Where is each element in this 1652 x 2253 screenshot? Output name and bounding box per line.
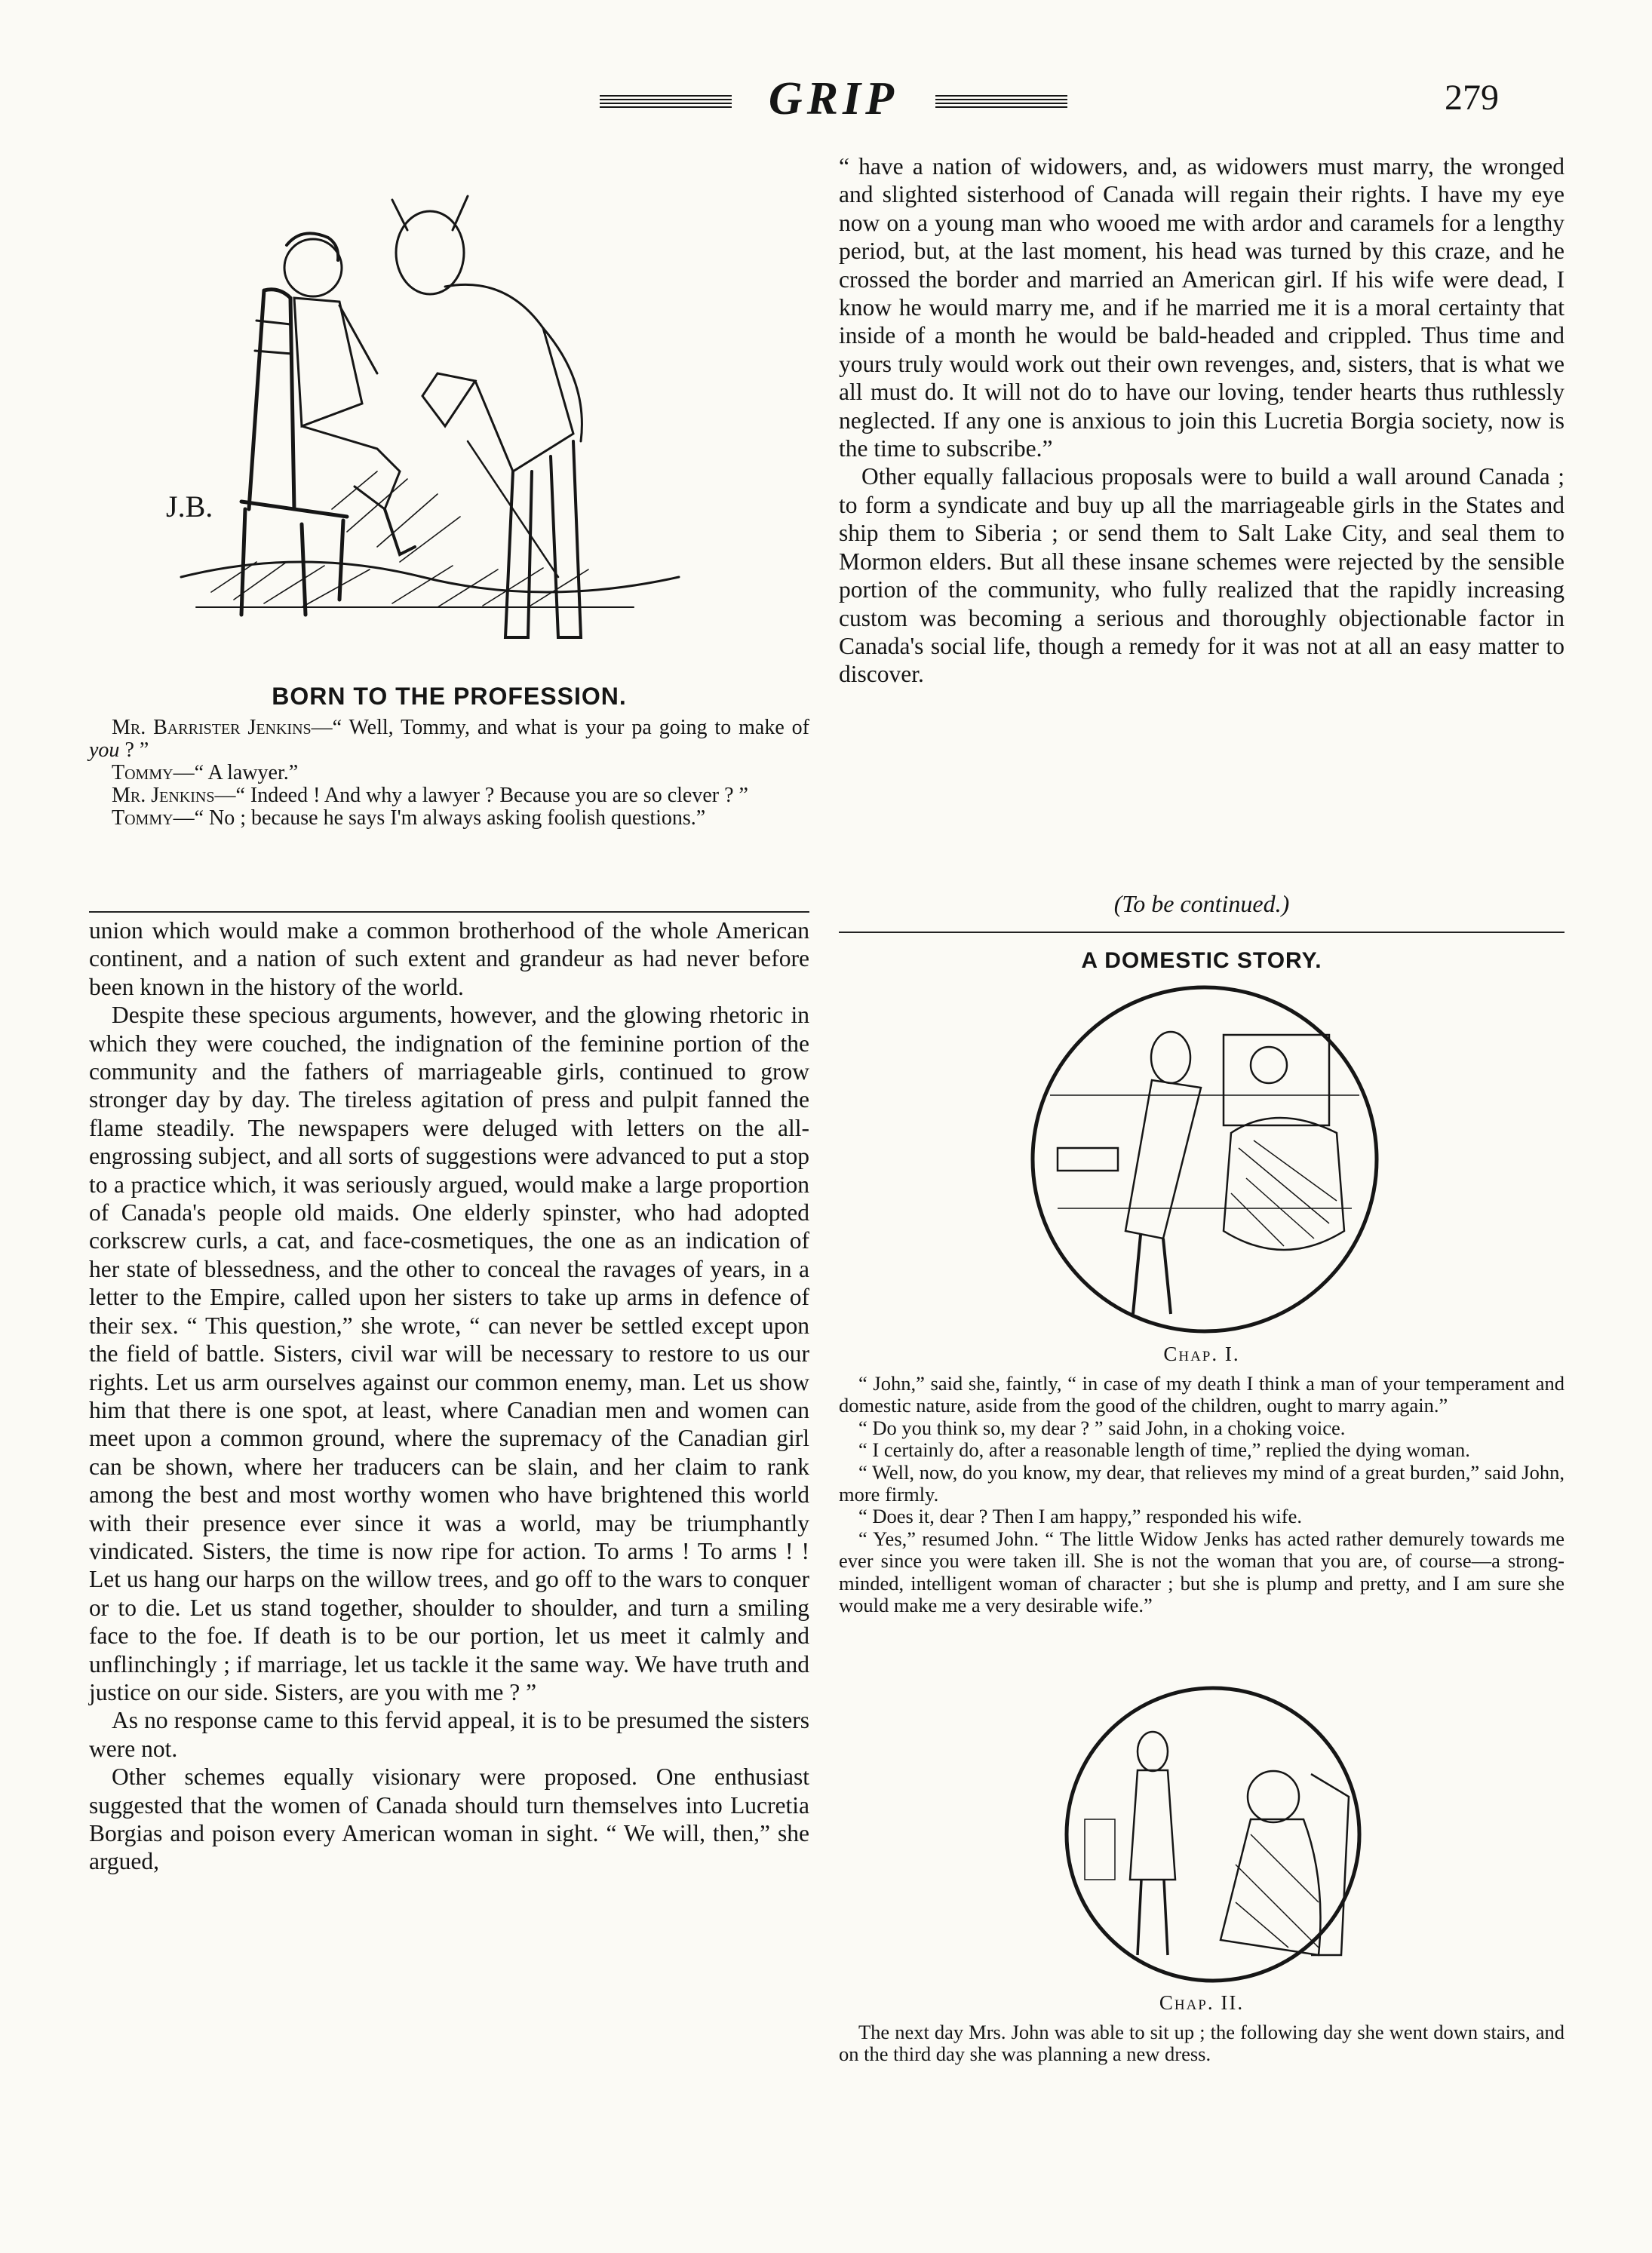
chapter-one-label: Chap. I. <box>1163 1343 1240 1365</box>
chapter-one-illustration <box>1027 982 1382 1337</box>
masthead <box>0 72 1652 125</box>
body-paragraph: Despite these specious arguments, however, and the glowing rhetoric in which they were couched, the indignation of the feminine portion of the community and the fathers of marriageable girls, continued to grow stronger day by day. The tireless agitation of press and pulpit fanned the flame steadily. The newspapers were deluged with letters on the all-engrossing subject, and all sorts of suggestions were advanced to put a stop to a practice which, it was seriously argued, would make a large proportion of Canada's people old maids. One elderly spinster, who had adopted corkscrew curls, a cat, and face-cosmetiques, the one as an indication of her state of blessedness, and the other to conceal the ravages of years, in a letter to the Empire, called upon her sisters to take up arms in defence of their sex. “ This question,” she wrote, “ can never be settled except upon the field of battle. Sisters, civil war will be necessary to restore to us our rights. Let us arm ourselves against our common enemy, man. Let us show him that there is one spot, at least, where Canadian men and women can meet upon a common ground, where the supremacy of the Canadian girl can be shown, where her traducers can be slain, and her claim to rank among the best and most worthy women who have brightened this world with their presence ever since it was a world, may be triumphantly vindicated. Sisters, the time is now ripe for action. To arms ! To arms ! ! Let us hang our harps on the willow trees, and go off to the wars to conquer or to die. Let us stand together, shoulder to shoulder, and turn a smiling face to the foe. If death is to be our portion, let us meet it calmly and unflinchingly ; if marriage, let us tackle it the same way. We have truth and justice on our side. Sisters, are you with me ? ” <box>89 1002 809 1705</box>
body-paragraph: Other schemes equally visionary were proposed. One enthusiast suggested that the women of Canada should turn themselves into Lucretia Borgias and poison every American woman in sight. “ We will, then,” she argued, <box>89 1763 809 1875</box>
svg-text:J.B.: J.B. <box>166 490 213 523</box>
body-paragraph: As no response came to this fervid appeal, it is to be presumed the sisters were not. <box>89 1707 809 1762</box>
dialogue-line <box>89 784 809 807</box>
right-column-text <box>839 152 1564 689</box>
dialogue-text: —“ No ; because he says I'm always asking foolish questions.” <box>173 806 706 830</box>
dialogue-emphasis: you <box>89 738 120 762</box>
chapter-two-text <box>839 2021 1564 2066</box>
chapter-two-illustration <box>1062 1684 1364 1985</box>
chapter-two-label: Chap. II. <box>1159 1991 1245 2014</box>
dialogue-line <box>89 807 809 830</box>
chapter-one-text <box>839 1373 1564 1616</box>
story-line: “ Yes,” resumed John. “ The little Widow Jenks has acted rather demurely towards me ever since you were taken ill. She is not the woman that you are, of course—a strong-minded, intelligent woman of character ; but she is plump and pretty, and I am sure she would make me a very desirable wife.” <box>839 1527 1564 1617</box>
masthead-rule-left <box>600 95 732 109</box>
dialogue-text: —“ A lawyer.” <box>173 761 299 784</box>
page-number: 279 <box>1445 78 1499 118</box>
story-line: “ Does it, dear ? Then I am happy,” responded his wife. <box>858 1505 1302 1528</box>
speaker-name: Mr. Barrister Jenkins <box>112 716 312 739</box>
to-be-continued: (To be continued.) <box>1113 890 1290 917</box>
story-line: “ Do you think so, my dear ? ” said John, in a choking voice. <box>858 1416 1346 1439</box>
left-column-text <box>89 916 809 1876</box>
dialogue-line <box>89 762 809 784</box>
section-rule <box>839 932 1564 933</box>
masthead-rule-right <box>935 95 1067 109</box>
cartoon-illustration <box>151 155 694 675</box>
body-paragraph: union which would make a common brotherhood of the whole American continent, and a nation of such extent and grandeur as had never before been known in the history of the world. <box>89 917 809 1000</box>
speaker-name: Tommy <box>112 806 173 830</box>
dialogue-text: —“ Well, Tommy, and what is your pa going to make of <box>311 716 809 739</box>
dialogue-line <box>89 717 809 762</box>
dialogue-text: —“ Indeed ! And why a lawyer ? Because you are so clever ? ” <box>214 784 748 807</box>
story-line: “ I certainly do, after a reasonable length of time,” replied the dying woman. <box>858 1438 1470 1462</box>
story-title: A DOMESTIC STORY. <box>1081 948 1322 973</box>
story-line: “ John,” said she, faintly, “ in case of my death I think a man of your temperament and domestic nature, aside from the good of the children, ought to marry again.” <box>839 1372 1564 1417</box>
cartoon-title: BORN TO THE PROFESSION. <box>272 683 627 710</box>
body-paragraph: Other equally fallacious proposals were to build a wall around Canada ; to form a syndicate and buy up all the marriageable girls in the States and ship them to Siberia ; or send them to Salt Lake City, and seal them to Mormon elders. But all these insane schemes were rejected by the sensible portion of the community, who fully realized that the rapidly increasing custom was becoming a serious and thoroughly objectionable factor in Canada's social life, though a remedy for it was not at all an easy matter to discover. <box>839 463 1564 688</box>
speaker-name: Mr. Jenkins <box>112 784 215 807</box>
story-line: The next day Mrs. John was able to sit up ; the following day she went down stairs, and on the third day she was planning a new dress. <box>839 2021 1564 2066</box>
cartoon-dialogue <box>89 717 809 830</box>
dialogue-tail: ? ” <box>119 738 149 762</box>
body-paragraph: “ have a nation of widowers, and, as widowers must marry, the wronged and slighted sisterhood of Canada will regain their rights. I have my eye now on a young man who wooed me with ardor and caramels for a lengthy period, but, at the last moment, his head was turned by this craze, and he crossed the border and married an American girl. If his wife were dead, I know he would marry me, and if he married me it is a moral certainty that inside of a month he would be bald-headed and crippled. Thus time and yours truly would work out their own revenges, and, sisters, that is what we all must do. It will not do to have our loving, tender hearts thus ruthlessly neglected. If any one is anxious to join this Lucretia Borgia society, now is the time to subscribe.” <box>839 153 1564 462</box>
publication-title: GRIP <box>768 73 899 124</box>
column-rule <box>89 911 809 913</box>
speaker-name: Tommy <box>112 761 173 784</box>
story-line: “ Well, now, do you know, my dear, that relieves my mind of a great burden,” said John, more firmly. <box>839 1460 1564 1506</box>
